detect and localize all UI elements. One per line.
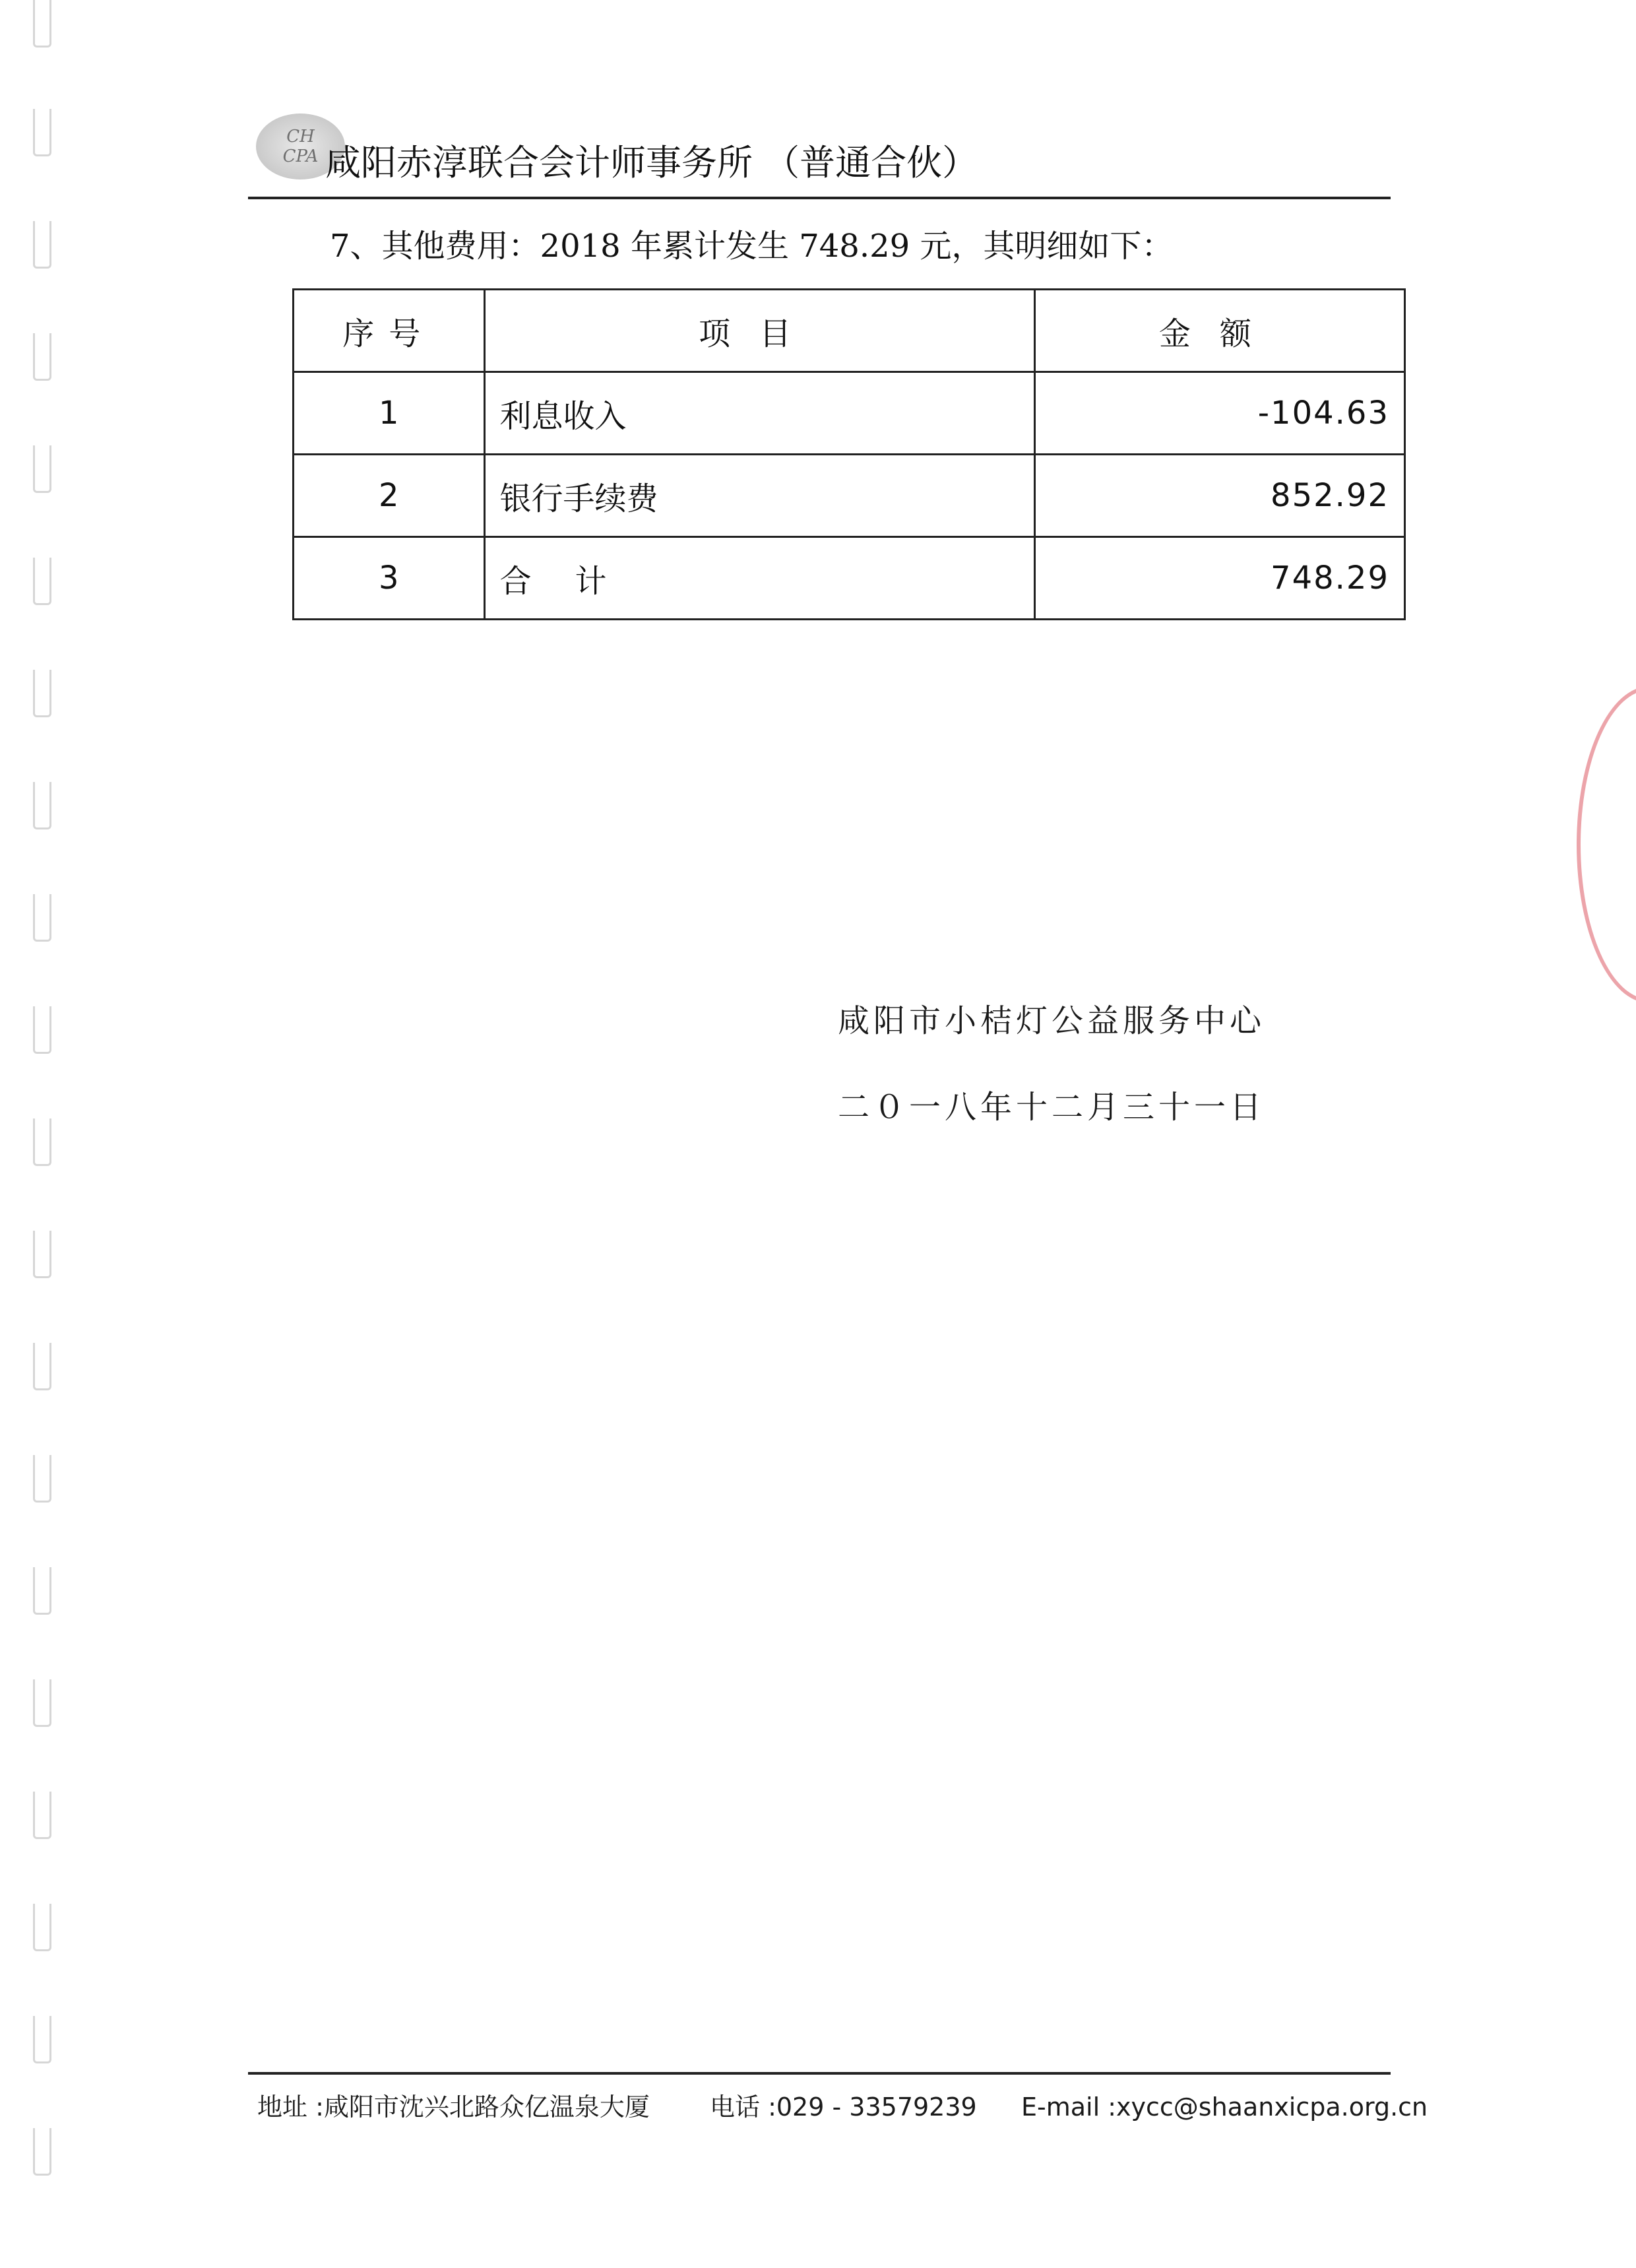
binding-hole [33,1006,51,1054]
row-item: 利息收入 [484,372,1034,455]
table-row [294,455,1405,537]
binding-hole [33,670,51,717]
header-item: 项目 [484,290,1034,372]
row-no: 2 [294,455,485,537]
row-amount: -104.63 [1034,372,1404,455]
firm-name: 咸阳赤淳联合会计师事务所 （普通合伙） [325,142,978,183]
binding-hole [33,221,51,269]
logo-text-top: CH [286,127,315,146]
footer-phone: 电话 :029 - 33579239 [710,2092,977,2122]
binding-hole [33,2128,51,2176]
binding-hole [33,333,51,381]
binding-hole [33,445,51,493]
expense-table [292,288,1406,620]
binding-hole [33,1231,51,1278]
binding-hole [33,1567,51,1615]
binding-hole [33,1343,51,1390]
footer-email: E-mail :xycc@shaanxicpa.org.cn [1021,2092,1428,2122]
signature-organization: 咸阳市小桔灯公益服务中心 [838,1002,1266,1039]
row-amount: 748.29 [1034,537,1404,620]
binding-hole [33,2016,51,2063]
binding-hole [33,1904,51,1951]
row-item: 合计 [484,537,1034,620]
table-row [294,372,1405,455]
signature-date: 二０一八年十二月三十一日 [838,1089,1266,1126]
logo-text-bottom: CPA [282,146,319,166]
binding-hole [33,1679,51,1727]
table-header-row [294,290,1405,372]
binding-hole [33,894,51,942]
row-item: 银行手续费 [484,455,1034,537]
binding-hole [33,782,51,829]
binding-hole [33,1455,51,1503]
section-intro: 7、其他费用：2018 年累计发生 748.29 元，其明细如下： [330,228,1174,265]
binding-hole [33,0,51,48]
seal-stamp [1577,686,1636,1003]
row-no: 1 [294,372,485,455]
header-amount: 金额 [1034,290,1404,372]
table-row [294,537,1405,620]
binding-hole [33,558,51,605]
binding-hole [33,109,51,156]
row-no: 3 [294,537,485,620]
footer-divider [248,2072,1391,2075]
footer-address: 地址 :咸阳市沈兴北路众亿温泉大厦 [257,2092,650,2122]
binding-holes [26,0,66,2268]
header-no: 序号 [294,290,485,372]
binding-hole [33,1792,51,1839]
row-amount: 852.92 [1034,455,1404,537]
binding-hole [33,1118,51,1166]
header-divider [248,197,1391,199]
